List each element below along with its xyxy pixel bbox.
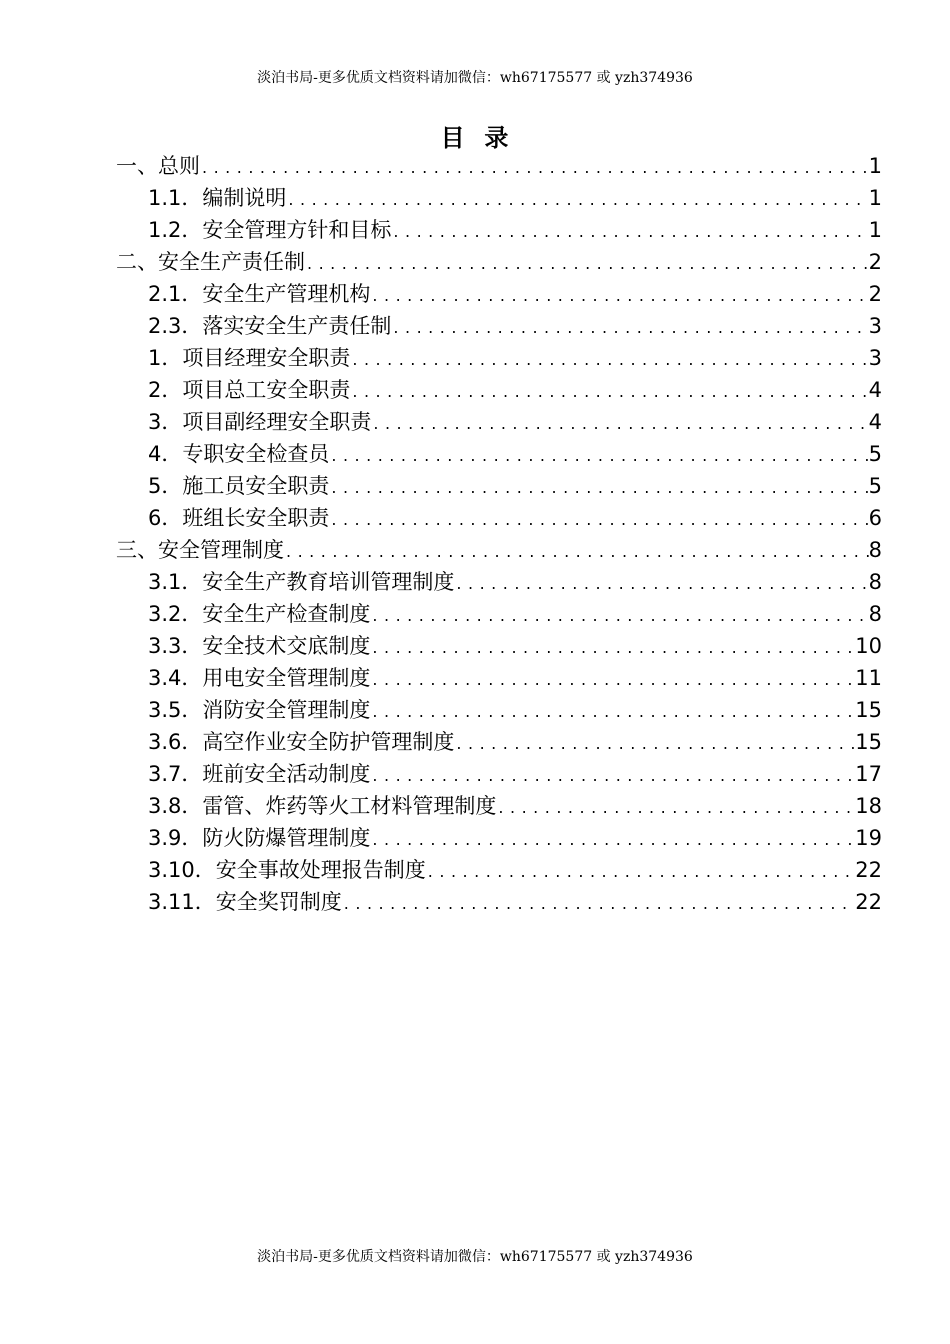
toc-entry[interactable] bbox=[116, 630, 882, 662]
toc-entry[interactable] bbox=[116, 182, 882, 214]
toc-entry-page: 8 bbox=[868, 538, 882, 562]
toc-entry-title: 3.9．防火防爆管理制度 bbox=[148, 826, 371, 850]
dot-leader bbox=[454, 728, 855, 760]
toc-entry[interactable] bbox=[116, 598, 882, 630]
toc-entry-title: 3.11．安全奖罚制度 bbox=[148, 890, 342, 914]
toc-entry-title: 2．项目总工安全职责 bbox=[148, 378, 351, 402]
toc-entry[interactable] bbox=[116, 246, 882, 278]
toc-entry-title: 1.1．编制说明 bbox=[148, 186, 287, 210]
toc-entry[interactable] bbox=[116, 374, 882, 406]
toc-entry-title: 一、总则 bbox=[116, 154, 200, 178]
dot-leader bbox=[496, 792, 855, 824]
toc-entry-page: 10 bbox=[855, 634, 882, 658]
toc-entry-page: 19 bbox=[855, 826, 882, 850]
dot-leader bbox=[370, 280, 868, 312]
dot-leader bbox=[350, 376, 868, 408]
toc-entry[interactable] bbox=[116, 406, 882, 438]
dot-leader bbox=[329, 472, 868, 504]
toc-entry-title: 3.10．安全事故处理报告制度 bbox=[148, 858, 426, 882]
dot-leader bbox=[370, 696, 855, 728]
toc-entry-title: 4．专职安全检查员 bbox=[148, 442, 330, 466]
toc-entry-page: 6 bbox=[868, 506, 882, 530]
toc-entry-title: 3.8．雷管、炸药等火工材料管理制度 bbox=[148, 794, 497, 818]
toc-entry[interactable] bbox=[116, 438, 882, 470]
dot-leader bbox=[329, 440, 868, 472]
toc-entry[interactable] bbox=[116, 694, 882, 726]
dot-leader bbox=[200, 152, 869, 184]
toc-entry-page: 5 bbox=[868, 474, 882, 498]
page-footer: 淡泊书局-更多优质文档资料请加微信：wh67175577 或 yzh374936 bbox=[257, 1249, 693, 1265]
toc-entry-title: 3.7．班前安全活动制度 bbox=[148, 762, 371, 786]
dot-leader bbox=[426, 856, 856, 888]
toc-entry-title: 1.2．安全管理方针和目标 bbox=[148, 218, 392, 242]
toc-entry[interactable] bbox=[116, 662, 882, 694]
dot-leader bbox=[284, 536, 869, 568]
toc-entry[interactable] bbox=[116, 470, 882, 502]
toc-entry-title: 3.2．安全生产检查制度 bbox=[148, 602, 371, 626]
toc-entry-page: 17 bbox=[855, 762, 882, 786]
toc-entry-title: 3.3．安全技术交底制度 bbox=[148, 634, 371, 658]
toc-entry[interactable] bbox=[116, 502, 882, 534]
toc-entry-page: 5 bbox=[868, 442, 882, 466]
toc-entry[interactable] bbox=[116, 150, 882, 182]
dot-leader bbox=[305, 248, 869, 280]
table-of-contents bbox=[116, 150, 882, 918]
toc-entry-title: 3.1．安全生产教育培训管理制度 bbox=[148, 570, 455, 594]
toc-entry-page: 1 bbox=[868, 186, 882, 210]
toc-entry-page: 3 bbox=[868, 314, 882, 338]
toc-entry[interactable] bbox=[116, 758, 882, 790]
toc-entry[interactable] bbox=[116, 886, 882, 918]
toc-entry-page: 8 bbox=[868, 602, 882, 626]
toc-entry[interactable] bbox=[116, 566, 882, 598]
toc-entry[interactable] bbox=[116, 822, 882, 854]
dot-leader bbox=[342, 888, 856, 920]
toc-entry[interactable] bbox=[116, 854, 882, 886]
toc-entry-page: 8 bbox=[868, 570, 882, 594]
toc-entry-title: 二、安全生产责任制 bbox=[116, 250, 305, 274]
toc-entry-page: 15 bbox=[855, 730, 882, 754]
toc-entry-title: 5．施工员安全职责 bbox=[148, 474, 330, 498]
toc-entry-title: 2.1．安全生产管理机构 bbox=[148, 282, 371, 306]
dot-leader bbox=[286, 184, 868, 216]
toc-entry-page: 2 bbox=[868, 250, 882, 274]
toc-entry[interactable] bbox=[116, 790, 882, 822]
dot-leader bbox=[391, 312, 868, 344]
toc-entry-page: 1 bbox=[868, 218, 882, 242]
toc-entry-title: 3．项目副经理安全职责 bbox=[148, 410, 372, 434]
dot-leader bbox=[371, 408, 868, 440]
dot-leader bbox=[329, 504, 868, 536]
toc-entry-title: 1．项目经理安全职责 bbox=[148, 346, 351, 370]
toc-entry-title: 3.5．消防安全管理制度 bbox=[148, 698, 371, 722]
toc-entry-title: 6．班组长安全职责 bbox=[148, 506, 330, 530]
toc-entry-title: 3.6．高空作业安全防护管理制度 bbox=[148, 730, 455, 754]
dot-leader bbox=[350, 344, 868, 376]
toc-entry[interactable] bbox=[116, 278, 882, 310]
page-title: 目 录 bbox=[440, 124, 510, 152]
toc-entry-title: 三、安全管理制度 bbox=[116, 538, 284, 562]
toc-entry-page: 2 bbox=[868, 282, 882, 306]
toc-entry-page: 22 bbox=[855, 858, 882, 882]
toc-entry[interactable] bbox=[116, 342, 882, 374]
toc-entry-page: 11 bbox=[855, 666, 882, 690]
toc-entry-title: 2.3．落实安全生产责任制 bbox=[148, 314, 392, 338]
dot-leader bbox=[370, 760, 855, 792]
toc-entry-page: 4 bbox=[868, 410, 882, 434]
toc-entry-page: 22 bbox=[855, 890, 882, 914]
toc-entry-page: 3 bbox=[868, 346, 882, 370]
toc-entry-page: 15 bbox=[855, 698, 882, 722]
toc-entry[interactable] bbox=[116, 726, 882, 758]
dot-leader bbox=[370, 824, 855, 856]
toc-entry-page: 4 bbox=[868, 378, 882, 402]
toc-entry[interactable] bbox=[116, 214, 882, 246]
dot-leader bbox=[370, 600, 868, 632]
dot-leader bbox=[370, 664, 855, 696]
page-header: 淡泊书局-更多优质文档资料请加微信：wh67175577 或 yzh374936 bbox=[257, 70, 693, 86]
dot-leader bbox=[370, 632, 855, 664]
toc-entry-page: 18 bbox=[855, 794, 882, 818]
toc-entry-page: 1 bbox=[868, 154, 882, 178]
toc-entry[interactable] bbox=[116, 310, 882, 342]
dot-leader bbox=[454, 568, 868, 600]
toc-entry-title: 3.4．用电安全管理制度 bbox=[148, 666, 371, 690]
toc-entry[interactable] bbox=[116, 534, 882, 566]
dot-leader bbox=[391, 216, 868, 248]
